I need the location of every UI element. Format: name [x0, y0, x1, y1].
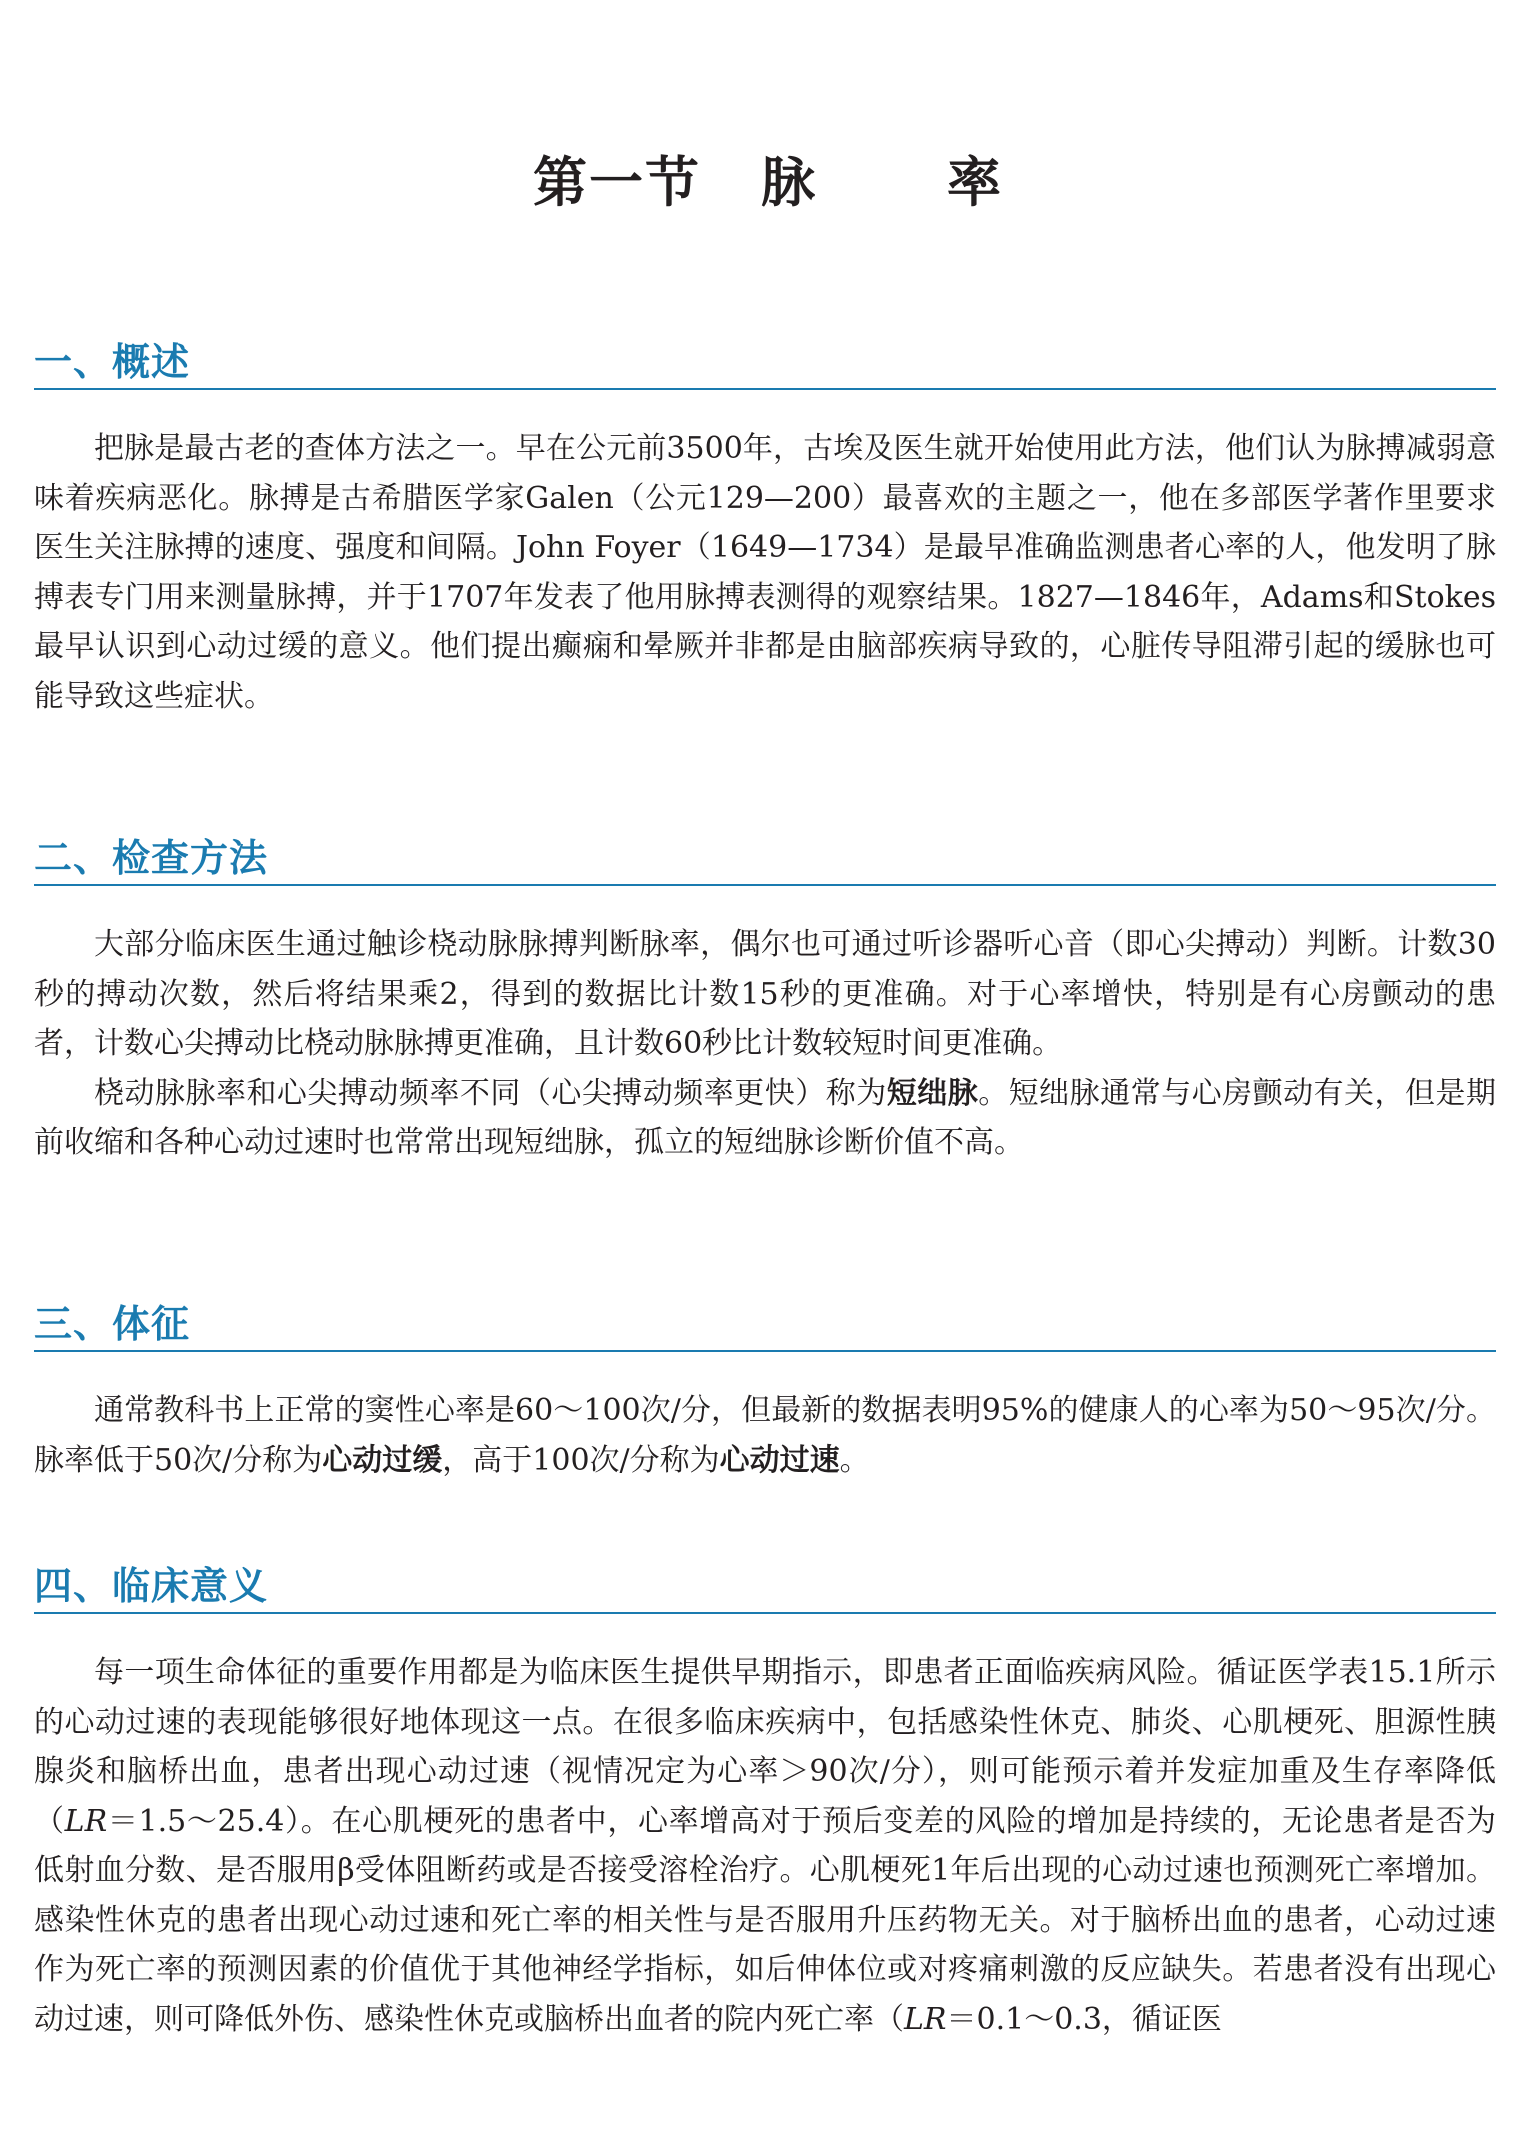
- section-body: [34, 424, 1496, 721]
- bold-term: 短绌脉: [886, 1075, 979, 1111]
- section-signs: [34, 1298, 1496, 1485]
- chapter-title: [0, 140, 1536, 217]
- section-heading: 一、概述: [34, 336, 1496, 390]
- text-run: 桡动脉脉率和心尖搏动频率不同（心尖搏动频率更快）称为: [94, 1075, 887, 1111]
- section-clinical-significance: [34, 1560, 1496, 2044]
- chapter-title-part1: 第一节: [533, 151, 701, 214]
- section-overview: [34, 336, 1496, 721]
- italic-lr: LR: [904, 2001, 947, 2037]
- text-run: 。短绌脉通常与心房颤动有关，但是期前收缩和各种心动过速时也常常出现短绌脉，孤立的短绌脉诊断价值不高。: [34, 1075, 1497, 1160]
- paragraph: 把脉是最古老的查体方法之一。早在公元前3500年，古埃及医生就开始使用此方法，他们认为脉搏减弱意味着疾病恶化。脉搏是古希腊医学家Galen（公元129—200）最喜欢的主题之一，他在多部医学著作里要求医生关注脉搏的速度、强度和间隔。John Foyer（1649—1734）是最早准确监测患者心率的人，他发明了脉搏表专门用来测量脉搏，并于1707年发表了他用脉搏表测得的观察结果。1827—1846年，Adams和Stokes最早认识到心动过缓的意义。他们提出癫痫和晕厥并非都是由脑部疾病导致的，心脏传导阻滞引起的缓脉也可能导致这些症状。: [34, 431, 1496, 714]
- text-run: ，高于100次/分称为: [442, 1442, 720, 1478]
- section-body: [34, 920, 1496, 1168]
- text-run: ＝0.1～0.3，循证医: [946, 2001, 1222, 2037]
- section-exam-method: [34, 832, 1496, 1168]
- section-body: [34, 1386, 1496, 1485]
- italic-lr: LR: [64, 1803, 108, 1839]
- text-run: 。: [839, 1442, 870, 1478]
- bold-term: 心动过速: [719, 1442, 840, 1478]
- section-body: [34, 1648, 1496, 2044]
- section-heading: 四、临床意义: [34, 1560, 1496, 1614]
- text-run: 通常教科书上正常的窦性心率是60～100次/分，但最新的数据表明95%的健康人的心率为50～95次/分。脉率低于50次/分称为: [34, 1393, 1496, 1478]
- chapter-title-part2: 脉: [761, 151, 817, 214]
- paragraph: [34, 1648, 1496, 2044]
- section-heading: 二、检查方法: [34, 832, 1496, 886]
- text-run: 每一项生命体征的重要作用都是为临床医生提供早期指示，即患者正面临疾病风险。循证医学表15.1所示的心动过速的表现能够很好地体现这一点。在很多临床疾病中，包括感染性休克、肺炎、心肌梗死、胆源性胰腺炎和脑桥出血，患者出现心动过速（视情况定为心率＞90次/分），则可能预示着并发症加重及生存率降低（: [34, 1655, 1496, 1839]
- paragraph: [34, 1386, 1496, 1485]
- bold-term: 心动过缓: [322, 1442, 443, 1478]
- chapter-title-part3: 率: [947, 151, 1003, 214]
- paragraph: [34, 1069, 1496, 1168]
- text-run: ＝1.5～25.4）。在心肌梗死的患者中，心率增高对于预后变差的风险的增加是持续的，无论患者是否为低射血分数、是否服用β受体阻断药或是否接受溶栓治疗。心肌梗死1年后出现的心动过速也预测死亡率增加。感染性休克的患者出现心动过速和死亡率的相关性与是否服用升压药物无关。对于脑桥出血的患者，心动过速作为死亡率的预测因素的价值优于其他神经学指标，如后伸体位或对疼痛刺激的反应缺失。若患者没有出现心动过速，则可降低外伤、感染性休克或脑桥出血者的院内死亡率（: [34, 1803, 1496, 2037]
- paragraph: 大部分临床医生通过触诊桡动脉脉搏判断脉率，偶尔也可通过听诊器听心音（即心尖搏动）判断。计数30秒的搏动次数，然后将结果乘2，得到的数据比计数15秒的更准确。对于心率增快，特别是有心房颤动的患者，计数心尖搏动比桡动脉脉搏更准确，且计数60秒比计数较短时间更准确。: [34, 927, 1496, 1061]
- section-heading: 三、体征: [34, 1298, 1496, 1352]
